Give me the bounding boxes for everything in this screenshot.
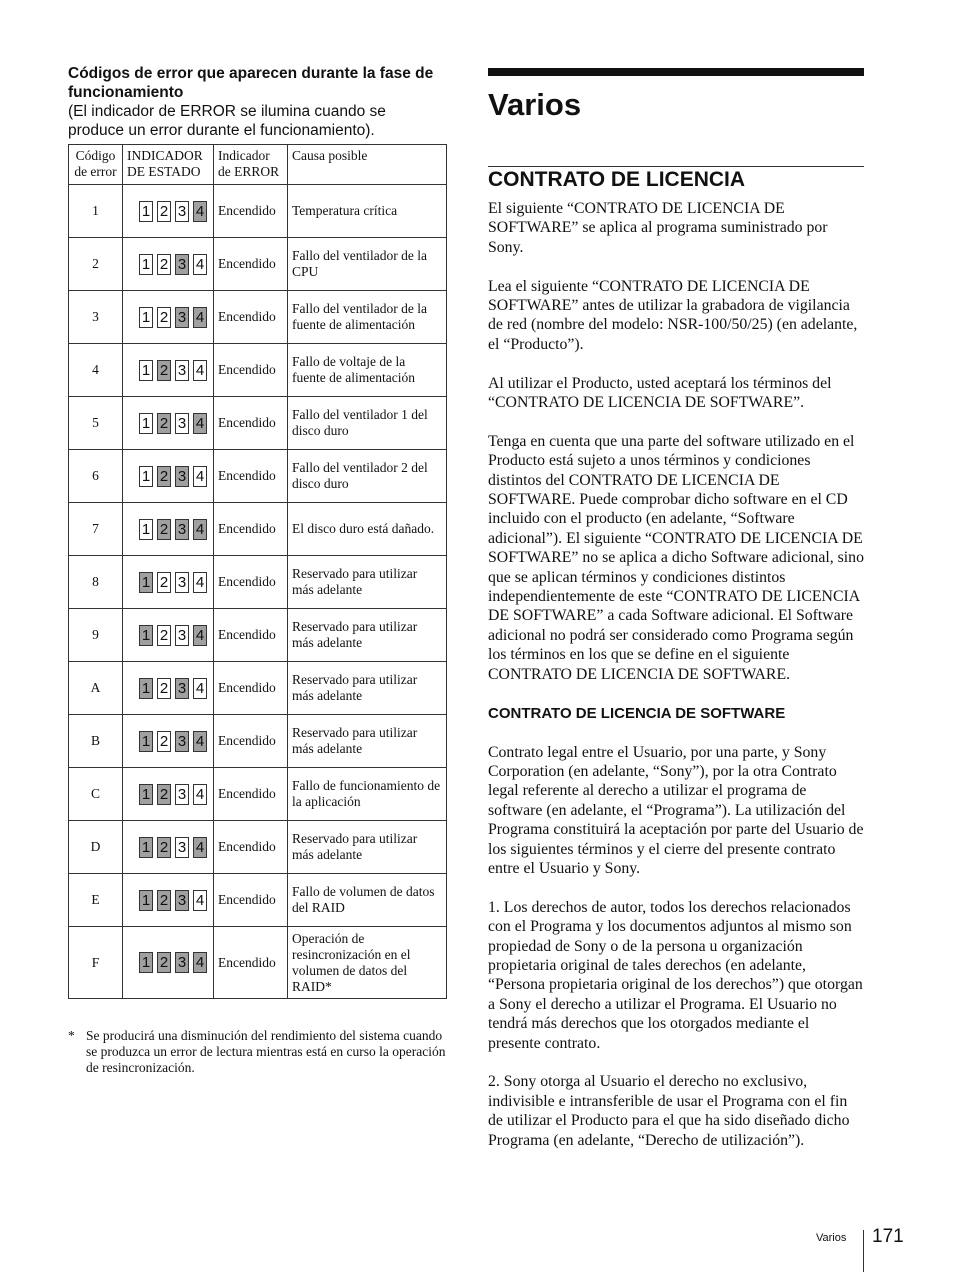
status-lamps [127, 731, 209, 752]
status-lamp-2-off: 2 [157, 254, 171, 275]
status-lamp-3-lit: 3 [175, 952, 189, 973]
status-lamp-4-off: 4 [193, 572, 207, 593]
cause-cell: Reservado para utilizar más adelante [288, 662, 447, 715]
status-indicator-cell [123, 344, 214, 397]
header-status-indicator: INDICADOR DE ESTADO [123, 145, 214, 185]
body-paragraph: Al utilizar el Producto, usted aceptará los términos del “CONTRATO DE LICENCIA DE SOFTWARE”. [488, 374, 832, 412]
status-lamps [127, 952, 209, 973]
cause-cell: Fallo del ventilador 2 del disco duro [288, 450, 447, 503]
error-code-cell: 2 [69, 238, 123, 291]
status-indicator-cell [123, 768, 214, 821]
error-indicator-cell: Encendido [214, 397, 288, 450]
body-paragraph: Lea el siguiente “CONTRATO DE LICENCIA DE SOFTWARE” antes de utilizar la grabadora de vigilancia de red (nombre del modelo: NSR-100/50/25) (en adelante, el “Producto”). [488, 277, 858, 353]
error-indicator-cell: Encendido [214, 238, 288, 291]
table-row [69, 927, 447, 999]
status-lamp-1-lit: 1 [139, 837, 153, 858]
status-lamp-4-off: 4 [193, 890, 207, 911]
status-lamp-2-off: 2 [157, 731, 171, 752]
cause-cell: Fallo del ventilador de la fuente de alimentación [288, 291, 447, 344]
cause-cell: Fallo de voltaje de la fuente de alimentación [288, 344, 447, 397]
error-code-cell: 3 [69, 291, 123, 344]
table-row [69, 715, 447, 768]
cause-cell: Operación de resincronización en el volumen de datos del RAID* [288, 927, 447, 999]
error-indicator-cell: Encendido [214, 185, 288, 238]
status-lamp-4-lit: 4 [193, 519, 207, 540]
error-code-cell: C [69, 768, 123, 821]
table-row [69, 291, 447, 344]
body-paragraph: Tenga en cuenta que una parte del software utilizado en el Producto está sujeto a unos términos y condiciones distintos del CONTRATO DE LICENCIA DE SOFTWARE. Puede comprobar dicho software en el CD incluido con el producto (en adelante, “Software adicional”). El siguiente “CONTRATO DE LICENCIA DE SOFTWARE” no se aplica a dicho Software adicional, sino que se aplican términos y condiciones distintos independientemente de este “CONTRATO DE LICENCIA DE SOFTWARE” a cada Software adicional. El Software adicional no podrá ser considerado como Programa según los términos en los que se define en el siguiente CONTRATO DE LICENCIA DE SOFTWARE. [488, 432, 864, 683]
status-lamps [127, 625, 209, 646]
status-lamp-2-off: 2 [157, 572, 171, 593]
error-indicator-cell: Encendido [214, 344, 288, 397]
status-lamps [127, 678, 209, 699]
error-code-cell: 6 [69, 450, 123, 503]
status-lamp-2-lit: 2 [157, 784, 171, 805]
error-indicator-cell: Encendido [214, 927, 288, 999]
status-lamps [127, 307, 209, 328]
status-lamp-3-off: 3 [175, 837, 189, 858]
table-row [69, 556, 447, 609]
section-title: CONTRATO DE LICENCIA [488, 168, 746, 191]
cause-cell: Reservado para utilizar más adelante [288, 556, 447, 609]
status-lamp-1-lit: 1 [139, 952, 153, 973]
status-lamp-4-lit: 4 [193, 731, 207, 752]
contract-paragraph: 1. Los derechos de autor, todos los derechos relacionados con el Programa y los documentos adjuntos al mismo son propiedad de Sony o de la persona u organización propietaria original de tales derechos (en adelante, “Persona propietaria original de los derechos”) que otorgan a Sony el derecho a utilizar el Programa. El Usuario no tendrá más derechos que los otorgados mediante el presente contrato. [488, 898, 863, 1052]
status-lamp-4-lit: 4 [193, 413, 207, 434]
contract-paragraph: Contrato legal entre el Usuario, por una parte, y Sony Corporation (en adelante, “Sony”), por la otra Contrato legal referente al derecho a utilizar el programa de software (en adelante, el “Programa”). La utilización del Programa constituirá la aceptación por parte del Usuario de los siguientes términos y el cierre del presente contrato entre el Usuario y Sony. [488, 743, 864, 877]
status-lamp-1-lit: 1 [139, 572, 153, 593]
status-lamp-3-off: 3 [175, 201, 189, 222]
error-indicator-cell: Encendido [214, 768, 288, 821]
status-lamp-1-off: 1 [139, 201, 153, 222]
status-lamp-4-off: 4 [193, 254, 207, 275]
cause-cell: Fallo del ventilador de la CPU [288, 238, 447, 291]
error-code-cell: A [69, 662, 123, 715]
error-indicator-cell: Encendido [214, 715, 288, 768]
error-indicator-cell: Encendido [214, 662, 288, 715]
table-row [69, 821, 447, 874]
error-code-cell: E [69, 874, 123, 927]
error-code-cell: B [69, 715, 123, 768]
status-lamp-3-lit: 3 [175, 731, 189, 752]
table-row [69, 874, 447, 927]
error-code-cell: 8 [69, 556, 123, 609]
subsection-title: CONTRATO DE LICENCIA DE SOFTWARE [488, 704, 786, 722]
cause-cell: Reservado para utilizar más adelante [288, 609, 447, 662]
status-lamp-2-off: 2 [157, 625, 171, 646]
status-indicator-cell [123, 874, 214, 927]
error-code-cell: D [69, 821, 123, 874]
status-lamps [127, 413, 209, 434]
status-lamps [127, 890, 209, 911]
footnote [68, 1028, 446, 1076]
status-indicator-cell [123, 397, 214, 450]
status-lamp-3-off: 3 [175, 360, 189, 381]
footer-section-label: Varios [816, 1232, 847, 1244]
status-lamp-3-lit: 3 [175, 466, 189, 487]
status-lamps [127, 254, 209, 275]
cause-cell: Temperatura crítica [288, 185, 447, 238]
status-lamp-1-off: 1 [139, 519, 153, 540]
footnote-mark: * [68, 1028, 75, 1043]
status-indicator-cell [123, 556, 214, 609]
status-lamp-2-lit: 2 [157, 519, 171, 540]
status-lamp-1-lit: 1 [139, 731, 153, 752]
error-indicator-cell: Encendido [214, 450, 288, 503]
status-lamp-2-lit: 2 [157, 413, 171, 434]
table-row [69, 185, 447, 238]
table-row [69, 503, 447, 556]
error-indicator-cell: Encendido [214, 821, 288, 874]
error-indicator-cell: Encendido [214, 291, 288, 344]
header-cause: Causa posible [288, 145, 447, 185]
status-lamp-2-lit: 2 [157, 837, 171, 858]
status-lamp-1-lit: 1 [139, 890, 153, 911]
status-lamps [127, 572, 209, 593]
status-lamp-4-off: 4 [193, 466, 207, 487]
status-lamp-1-off: 1 [139, 360, 153, 381]
error-code-cell: 9 [69, 609, 123, 662]
status-lamp-2-lit: 2 [157, 360, 171, 381]
page-number: 171 [872, 1226, 904, 1247]
status-indicator-cell [123, 927, 214, 999]
error-indicator-cell: Encendido [214, 609, 288, 662]
status-lamp-1-off: 1 [139, 413, 153, 434]
error-codes-subheading: (El indicador de ERROR se ilumina cuando se produce un error durante el funcionamiento). [68, 103, 386, 139]
status-lamp-2-lit: 2 [157, 890, 171, 911]
status-lamp-4-off: 4 [193, 784, 207, 805]
status-lamp-1-off: 1 [139, 254, 153, 275]
table-row [69, 397, 447, 450]
status-lamp-4-lit: 4 [193, 201, 207, 222]
status-lamps [127, 784, 209, 805]
header-error-indicator: Indicador de ERROR [214, 145, 288, 185]
status-lamps [127, 360, 209, 381]
status-lamp-4-lit: 4 [193, 625, 207, 646]
status-lamp-3-lit: 3 [175, 254, 189, 275]
header-code: Código de error [69, 145, 123, 185]
footnote-text: Se producirá una disminución del rendimiento del sistema cuando se produzca un error de lectura mientras está en curso la operación de resincronización. [86, 1028, 446, 1075]
table-row [69, 238, 447, 291]
error-indicator-cell: Encendido [214, 556, 288, 609]
status-lamp-3-off: 3 [175, 572, 189, 593]
error-code-cell: 5 [69, 397, 123, 450]
status-lamps [127, 519, 209, 540]
status-lamp-4-lit: 4 [193, 837, 207, 858]
status-lamp-3-lit: 3 [175, 890, 189, 911]
cause-cell: Fallo del ventilador 1 del disco duro [288, 397, 447, 450]
chapter-title: Varios [488, 87, 582, 122]
cause-cell: Reservado para utilizar más adelante [288, 821, 447, 874]
table-row [69, 662, 447, 715]
status-lamp-3-off: 3 [175, 413, 189, 434]
status-indicator-cell [123, 821, 214, 874]
right-column [488, 68, 864, 1169]
error-indicator-cell: Encendido [214, 503, 288, 556]
status-indicator-cell [123, 291, 214, 344]
table-row [69, 344, 447, 397]
error-indicator-cell: Encendido [214, 874, 288, 927]
status-indicator-cell [123, 609, 214, 662]
status-lamp-3-off: 3 [175, 784, 189, 805]
table-row [69, 609, 447, 662]
status-lamp-4-lit: 4 [193, 307, 207, 328]
error-codes-heading: Códigos de error que aparecen durante la fase de funcionamiento [68, 65, 434, 101]
status-indicator-cell [123, 503, 214, 556]
table-body [69, 185, 447, 999]
status-lamps [127, 466, 209, 487]
left-column [68, 64, 446, 999]
cause-cell: Fallo de funcionamiento de la aplicación [288, 768, 447, 821]
body-paragraph: El siguiente “CONTRATO DE LICENCIA DE SOFTWARE” se aplica al programa suministrado por Sony. [488, 200, 828, 256]
status-lamp-2-lit: 2 [157, 952, 171, 973]
status-lamps [127, 837, 209, 858]
status-lamps [127, 201, 209, 222]
status-indicator-cell [123, 238, 214, 291]
footer-divider [863, 1230, 864, 1272]
cause-cell: El disco duro está dañado. [288, 503, 447, 556]
status-lamp-2-off: 2 [157, 201, 171, 222]
status-lamp-2-off: 2 [157, 678, 171, 699]
cause-cell: Fallo de volumen de datos del RAID [288, 874, 447, 927]
status-lamp-1-off: 1 [139, 466, 153, 487]
chapter-rule [488, 68, 864, 76]
status-indicator-cell [123, 662, 214, 715]
status-lamp-1-off: 1 [139, 307, 153, 328]
error-code-cell: 7 [69, 503, 123, 556]
status-lamp-3-off: 3 [175, 625, 189, 646]
status-lamp-4-lit: 4 [193, 952, 207, 973]
table-header-row [69, 145, 447, 185]
status-lamp-4-off: 4 [193, 678, 207, 699]
status-indicator-cell [123, 715, 214, 768]
status-lamp-3-lit: 3 [175, 519, 189, 540]
contract-paragraphs [488, 743, 864, 1151]
status-lamp-2-lit: 2 [157, 466, 171, 487]
status-lamp-4-off: 4 [193, 360, 207, 381]
status-lamp-3-lit: 3 [175, 678, 189, 699]
contract-paragraph: 2. Sony otorga al Usuario el derecho no exclusivo, indivisible e intransferible de usar el Programa con el fin de utilizar el Producto para el que ha sido diseñado dicho Programa (en adelante, “Derecho de utilización”). [488, 1073, 850, 1149]
error-code-cell: 4 [69, 344, 123, 397]
status-lamp-1-lit: 1 [139, 678, 153, 699]
cause-cell: Reservado para utilizar más adelante [288, 715, 447, 768]
table-row [69, 768, 447, 821]
table-row [69, 450, 447, 503]
intro-paragraphs [488, 199, 864, 684]
status-indicator-cell [123, 450, 214, 503]
error-codes-table [68, 144, 447, 999]
status-lamp-1-lit: 1 [139, 625, 153, 646]
status-lamp-3-lit: 3 [175, 307, 189, 328]
error-code-cell: F [69, 927, 123, 999]
status-lamp-2-off: 2 [157, 307, 171, 328]
status-lamp-1-lit: 1 [139, 784, 153, 805]
status-indicator-cell [123, 185, 214, 238]
error-code-cell: 1 [69, 185, 123, 238]
